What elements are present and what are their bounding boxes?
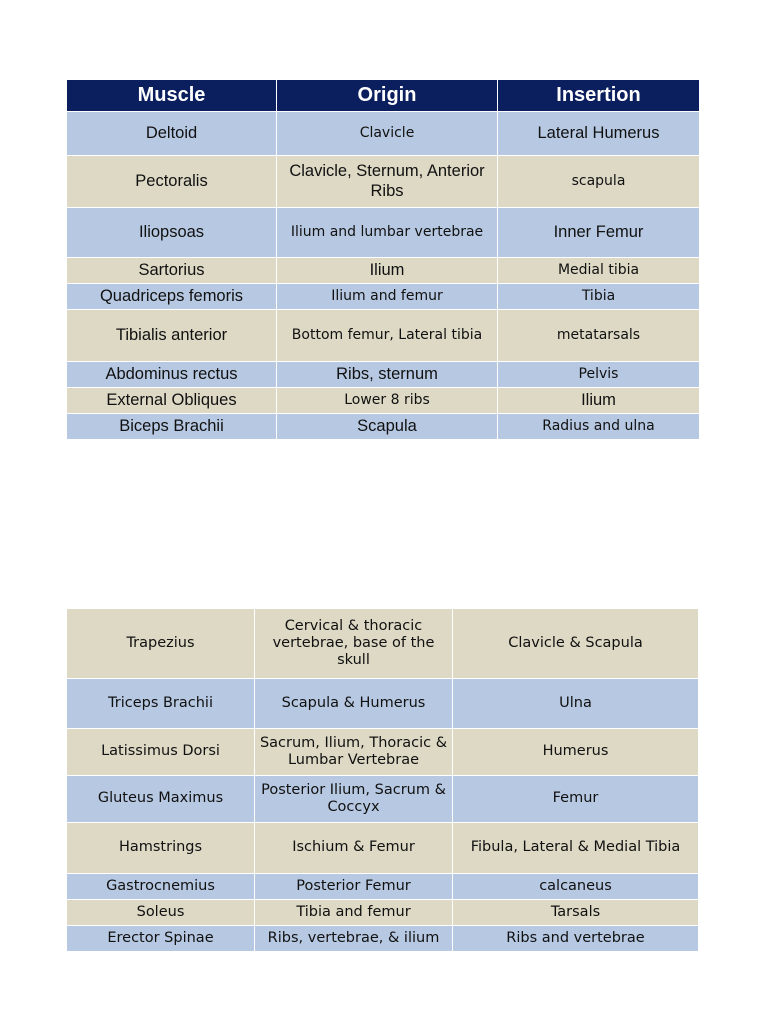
muscle-cell: Quadriceps femoris <box>67 284 277 310</box>
table-row <box>67 609 699 679</box>
table-row <box>67 310 700 362</box>
table-row <box>67 414 700 440</box>
origin-cell: Lower 8 ribs <box>277 388 498 414</box>
muscle-origin-insertion-table <box>66 79 700 440</box>
insertion-cell: Humerus <box>453 729 699 776</box>
table-row <box>67 388 700 414</box>
table-row <box>67 823 699 874</box>
muscle-cell: Gluteus Maximus <box>67 776 255 823</box>
table-row <box>67 776 699 823</box>
origin-cell: Ribs, sternum <box>277 362 498 388</box>
origin-cell: Ribs, vertebrae, & ilium <box>255 926 453 952</box>
column-header-insertion: Insertion <box>498 80 700 112</box>
muscle-cell: Abdominus rectus <box>67 362 277 388</box>
insertion-cell: metatarsals <box>498 310 700 362</box>
muscle-cell: Latissimus Dorsi <box>67 729 255 776</box>
muscle-cell: Triceps Brachii <box>67 679 255 729</box>
insertion-cell: Ulna <box>453 679 699 729</box>
muscle-cell: Trapezius <box>67 609 255 679</box>
origin-cell: Posterior Femur <box>255 874 453 900</box>
muscle-cell: Biceps Brachii <box>67 414 277 440</box>
insertion-cell: Inner Femur <box>498 208 700 258</box>
table-row <box>67 362 700 388</box>
origin-cell: Posterior Ilium, Sacrum & Coccyx <box>255 776 453 823</box>
origin-cell: Tibia and femur <box>255 900 453 926</box>
origin-cell: Sacrum, Ilium, Thoracic & Lumbar Vertebrae <box>255 729 453 776</box>
insertion-cell: Clavicle & Scapula <box>453 609 699 679</box>
origin-cell: Bottom femur, Lateral tibia <box>277 310 498 362</box>
muscle-cell: External Obliques <box>67 388 277 414</box>
insertion-cell: Radius and ulna <box>498 414 700 440</box>
muscle-cell: Hamstrings <box>67 823 255 874</box>
insertion-cell: Fibula, Lateral & Medial Tibia <box>453 823 699 874</box>
table-row <box>67 874 699 900</box>
table-row <box>67 679 699 729</box>
origin-cell: Scapula <box>277 414 498 440</box>
insertion-cell: Lateral Humerus <box>498 112 700 156</box>
origin-cell: Scapula & Humerus <box>255 679 453 729</box>
table-row <box>67 729 699 776</box>
origin-cell: Clavicle <box>277 112 498 156</box>
table-row <box>67 258 700 284</box>
insertion-cell: calcaneus <box>453 874 699 900</box>
insertion-cell: Medial tibia <box>498 258 700 284</box>
muscle-cell: Erector Spinae <box>67 926 255 952</box>
table-header-row <box>67 80 700 112</box>
insertion-cell: Femur <box>453 776 699 823</box>
column-header-origin: Origin <box>277 80 498 112</box>
table-row <box>67 208 700 258</box>
insertion-cell: Tibia <box>498 284 700 310</box>
column-header-muscle: Muscle <box>67 80 277 112</box>
origin-cell: Ischium & Femur <box>255 823 453 874</box>
muscle-cell: Gastrocnemius <box>67 874 255 900</box>
insertion-cell: Pelvis <box>498 362 700 388</box>
table-row <box>67 284 700 310</box>
table-row <box>67 926 699 952</box>
insertion-cell: Ribs and vertebrae <box>453 926 699 952</box>
muscle-cell: Iliopsoas <box>67 208 277 258</box>
insertion-cell: Ilium <box>498 388 700 414</box>
muscle-cell: Tibialis anterior <box>67 310 277 362</box>
origin-cell: Cervical & thoracic vertebrae, base of the skull <box>255 609 453 679</box>
table-row <box>67 112 700 156</box>
origin-cell: Ilium <box>277 258 498 284</box>
insertion-cell: scapula <box>498 156 700 208</box>
muscle-cell: Sartorius <box>67 258 277 284</box>
origin-cell: Ilium and femur <box>277 284 498 310</box>
origin-cell: Clavicle, Sternum, Anterior Ribs <box>277 156 498 208</box>
origin-cell: Ilium and lumbar vertebrae <box>277 208 498 258</box>
muscle-cell: Pectoralis <box>67 156 277 208</box>
insertion-cell: Tarsals <box>453 900 699 926</box>
muscle-origin-insertion-table-2 <box>66 608 699 952</box>
table-row <box>67 900 699 926</box>
muscle-cell: Deltoid <box>67 112 277 156</box>
muscle-cell: Soleus <box>67 900 255 926</box>
table-row <box>67 156 700 208</box>
